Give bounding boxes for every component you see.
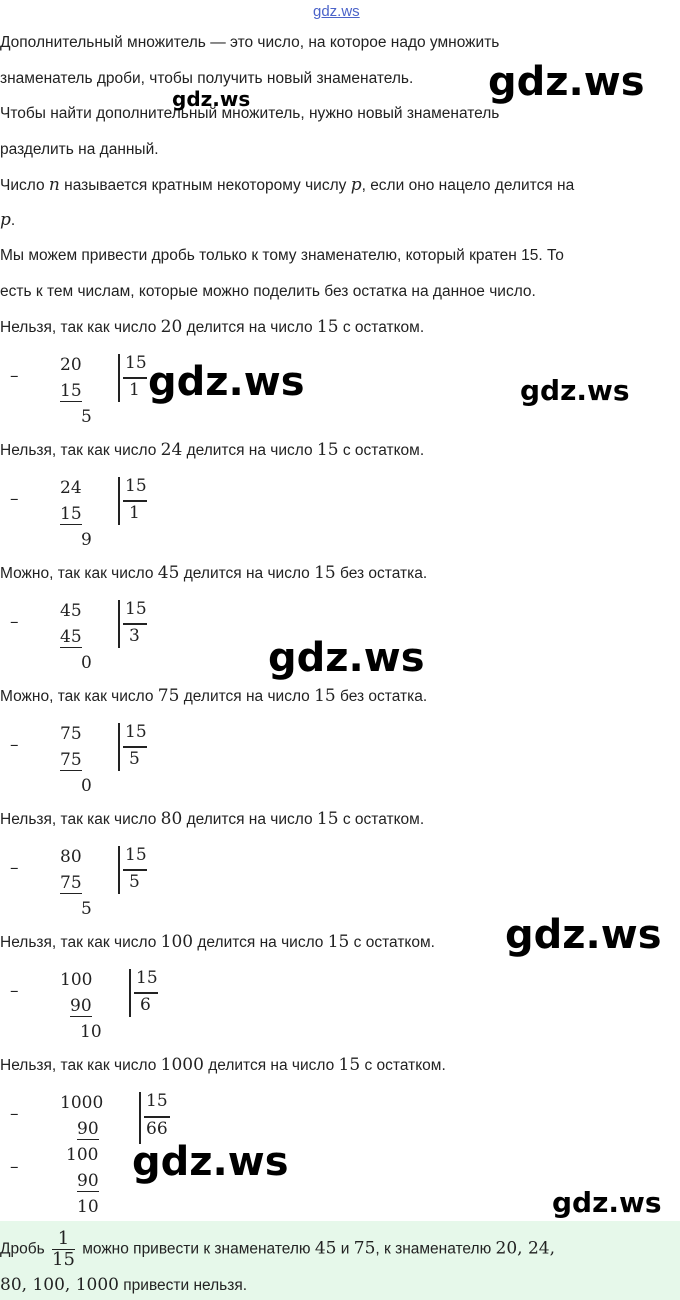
partial-remainder: 100 — [66, 1145, 99, 1165]
text: без остатка. — [335, 688, 428, 705]
number-list: 80, 100, 1000 — [0, 1275, 119, 1295]
text: Нельзя, так как число — [0, 934, 161, 951]
intro-line-6 — [0, 210, 15, 231]
remainder: 5 — [81, 899, 92, 919]
number: 15 — [314, 686, 336, 706]
number: 20 — [160, 317, 183, 337]
intro-line-4: разделить на данный. — [0, 141, 159, 158]
divisor: 15 — [136, 968, 158, 988]
division-bar — [118, 846, 120, 894]
dividend: 20 — [60, 355, 82, 375]
minus-sign: – — [10, 1104, 19, 1124]
text: называется кратным некоторому числу — [59, 177, 351, 194]
text: делится на число — [203, 1057, 339, 1074]
text: Нельзя, так как число — [0, 442, 161, 459]
watermark: gdz.ws — [172, 87, 251, 111]
text: и — [336, 1240, 354, 1258]
divisor-line — [123, 500, 147, 502]
text: без остатка. — [335, 565, 428, 582]
intro-line-7: Мы можем привести дробь только к тому знаменателю, который кратен 15. То — [0, 247, 564, 264]
dividend: 45 — [60, 601, 82, 621]
text: Нельзя, так как число — [0, 319, 161, 336]
text: с остатком. — [338, 811, 425, 828]
text: делится на число — [193, 934, 328, 951]
divisor-line — [144, 1116, 170, 1118]
subtrahend: 75 — [60, 873, 82, 893]
number: 45 — [157, 563, 180, 583]
watermark: gdz.ws — [268, 635, 425, 681]
divisor: 15 — [125, 353, 147, 373]
text: . — [10, 212, 16, 229]
quotient: 3 — [129, 626, 140, 646]
division-bar — [139, 1092, 141, 1144]
number-list: 20, 24, — [495, 1238, 556, 1259]
text: Можно, так как число — [0, 688, 158, 705]
quotient: 1 — [129, 380, 140, 400]
watermark: gdz.ws — [520, 374, 630, 407]
watermark: gdz.ws — [488, 59, 645, 105]
case-text-6 — [0, 932, 435, 953]
divisor: 15 — [125, 599, 147, 619]
dividend: 100 — [60, 970, 93, 990]
number: 15 — [327, 932, 350, 952]
number: 24 — [160, 440, 183, 460]
division-bar — [118, 354, 120, 402]
intro-line-1: Дополнительный множитель — это число, на которое надо умножить — [0, 34, 500, 51]
text: с остатком. — [338, 319, 425, 336]
text: привести нельзя. — [118, 1277, 248, 1294]
divisor: 15 — [146, 1091, 168, 1111]
subtrahend: 90 — [77, 1119, 99, 1139]
number: 15 — [316, 440, 339, 460]
number: 45 — [314, 1238, 337, 1259]
intro-line-8: есть к тем числам, которые можно поделить без остатка на данное число. — [0, 283, 536, 300]
text: можно привести к знаменателю — [77, 1240, 315, 1258]
case-text-3 — [0, 563, 427, 584]
dividend: 24 — [60, 478, 82, 498]
remainder: 0 — [81, 653, 92, 673]
fraction-numerator: 1 — [52, 1229, 75, 1250]
watermark: gdz.ws — [505, 912, 662, 958]
minus-sign: – — [10, 981, 19, 1001]
subtrahend: 15 — [60, 381, 82, 401]
divisor-line — [123, 746, 147, 748]
dividend: 80 — [60, 847, 82, 867]
text: , если оно нацело делится на — [361, 177, 575, 194]
var-p: p — [350, 175, 362, 195]
text: , к знаменателю — [375, 1240, 496, 1258]
number: 15 — [316, 809, 339, 829]
divisor-line — [123, 623, 147, 625]
number: 15 — [338, 1055, 361, 1075]
number: 15 — [314, 563, 336, 583]
var-n: n — [48, 175, 60, 195]
divisor: 15 — [125, 476, 147, 496]
number: 1000 — [160, 1055, 204, 1075]
quotient: 1 — [129, 503, 140, 523]
text: Нельзя, так как число — [0, 811, 161, 828]
division-bar — [118, 477, 120, 525]
conclusion-line-2 — [0, 1275, 247, 1296]
remainder: 9 — [81, 530, 92, 550]
text: Нельзя, так как число — [0, 1057, 161, 1074]
watermark: gdz.ws — [132, 1139, 289, 1185]
division-bar — [118, 600, 120, 648]
text: с остатком. — [360, 1057, 446, 1074]
remainder: 10 — [80, 1022, 102, 1042]
case-text-2 — [0, 440, 424, 461]
text: делится на число — [179, 565, 315, 582]
text: Число — [0, 177, 49, 194]
text: Дробь — [0, 1240, 49, 1258]
conclusion-box — [0, 1221, 680, 1300]
minus-sign: – — [10, 366, 19, 386]
number: 100 — [160, 932, 194, 952]
dividend: 75 — [60, 724, 82, 744]
text: делится на число — [179, 688, 315, 705]
case-text-4 — [0, 686, 427, 707]
dividend: 1000 — [60, 1093, 104, 1113]
minus-sign: – — [10, 858, 19, 878]
intro-line-3: Чтобы найти дополнительный множитель, нужно новый знаменатель — [0, 105, 500, 122]
divisor-line — [123, 377, 147, 379]
minus-sign: – — [10, 612, 19, 632]
remainder: 5 — [81, 407, 92, 427]
subtrahend: 15 — [60, 504, 82, 524]
fraction-denominator: 15 — [52, 1249, 75, 1270]
intro-line-2: знаменатель дроби, чтобы получить новый знаменатель. — [0, 70, 414, 87]
divisor: 15 — [125, 722, 147, 742]
fraction — [52, 1229, 75, 1270]
divisor-line — [134, 992, 158, 994]
minus-sign: – — [10, 489, 19, 509]
quotient: 66 — [146, 1119, 168, 1139]
quotient: 5 — [129, 749, 140, 769]
remainder: 0 — [81, 776, 92, 796]
division-bar — [118, 723, 120, 771]
case-text-7 — [0, 1055, 446, 1076]
quotient: 6 — [140, 995, 151, 1015]
minus-sign: – — [10, 1157, 19, 1177]
divisor-line — [123, 869, 147, 871]
text: делится на число — [182, 811, 317, 828]
case-text-1 — [0, 317, 424, 338]
intro-line-5 — [0, 175, 574, 196]
number: 80 — [160, 809, 183, 829]
var-p: p — [0, 210, 11, 230]
subtrahend-2: 90 — [77, 1171, 99, 1191]
text: Можно, так как число — [0, 565, 158, 582]
watermark: gdz.ws — [552, 1186, 662, 1219]
remainder: 10 — [77, 1197, 99, 1217]
subtrahend: 45 — [60, 627, 82, 647]
number: 75 — [353, 1238, 376, 1259]
division-bar — [129, 969, 131, 1017]
divisor: 15 — [125, 845, 147, 865]
number: 75 — [157, 686, 180, 706]
minus-sign: – — [10, 735, 19, 755]
case-text-5 — [0, 809, 424, 830]
quotient: 5 — [129, 872, 140, 892]
text: с остатком. — [338, 442, 425, 459]
text: с остатком. — [349, 934, 435, 951]
text: делится на число — [182, 319, 317, 336]
subtrahend: 75 — [60, 750, 82, 770]
number: 15 — [316, 317, 339, 337]
site-link[interactable]: gdz.ws — [313, 3, 360, 20]
subtrahend: 90 — [70, 996, 92, 1016]
conclusion-line-1 — [0, 1229, 555, 1270]
text: делится на число — [182, 442, 317, 459]
watermark: gdz.ws — [148, 359, 305, 405]
